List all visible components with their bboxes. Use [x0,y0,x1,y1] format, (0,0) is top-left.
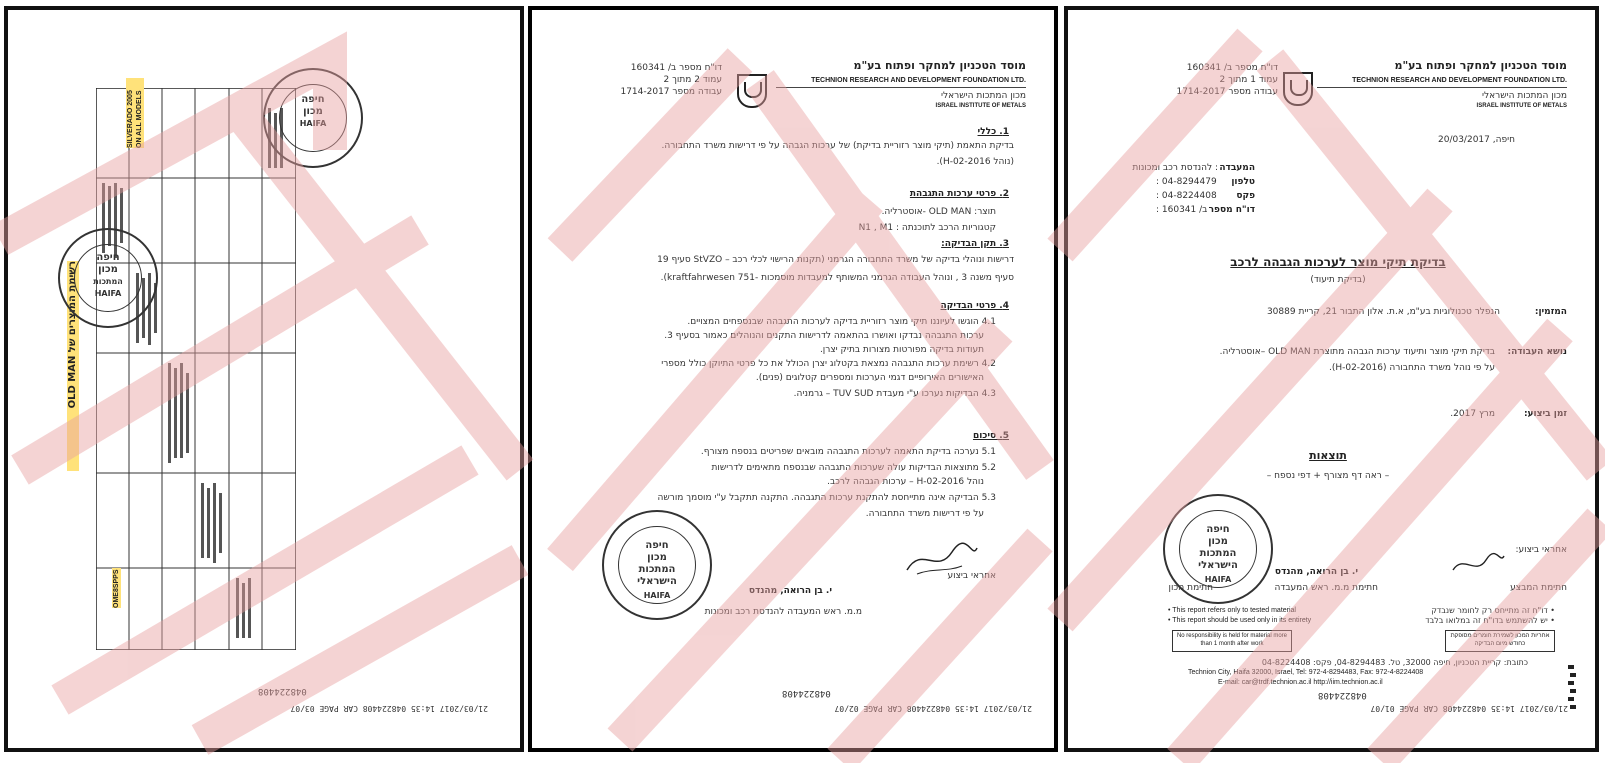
section-3-line-2: סעיף משנה 3 , ונוהל העבודה הגרמני המשותף למעבדות מוסמכות -751 kraftfahrwesen). [660,273,1014,283]
phone-label: טלפון [1231,177,1255,187]
section-4-title: 4. פרטי הבדיקה [940,301,1009,311]
fax-header: 21/03/2017 14:35 048224408 CAR PAGE 02/07 [834,704,1032,713]
report-subtitle: (בדיקת תיעוד) [1310,275,1366,285]
fax-id: 048224408 [1318,690,1367,700]
institute-en: ISRAEL INSTITUTE OF METALS [1476,103,1567,109]
fax-header: 21/03/2017 14:35 048224408 CAR PAGE 03/07 [290,704,488,713]
document-page-3 [4,6,524,752]
stamp-line: מכון [1208,536,1228,547]
signer-role: מ.מ. ראש המעבדה להנדסת רכב ומכונות [704,607,862,617]
section-2-line-2: קטגוריות הרכב לתוכנתה : N1 , M1 [858,223,996,233]
institute-he: מכון המתכות הישראלי [1481,91,1567,101]
report-number: דו"ח מספר ב/ 160341 [630,63,722,73]
work-number: עבודה מספר 1714-2017 [1176,87,1278,97]
results-text: – ראה דף מצורף + דפי נספח – [1266,471,1390,481]
section-4-line-5: האישורים האירופיים דגמי הערכות ומספרים קטלוגים (פנים). [755,373,984,383]
product-list-title: רשימת המוצרים של OLD MAN [67,261,79,471]
stamp-line: מכון [647,552,667,563]
section-4-line-4: 4.2 רשימת ערכות התגבהה נמצאת בקטלוג יצרן הכולל את כל פרטי התיוקן כולל מספרי [661,359,996,369]
fax-label: פקס [1236,191,1255,201]
client-value: הנפלר טכנולוגיות בע"מ, א.ת. אלון התבור 21, קריית 30889 [1266,307,1500,317]
section-3-title: 3. תקן הבדיקה: [941,239,1009,249]
stamp-line: מכון [98,264,118,275]
section-5-line-1: 5.1 נערכה בדיקת התאמה לערכות התגבהה מובאים שפריטים בנספח מצורף. [700,447,996,457]
page-of: עמוד 2 מתוך 2 [663,75,722,85]
signer-name: י. בן הרואה, מהנדס [1274,567,1358,577]
stamp-en: HAIFA [643,591,671,600]
client-label: המזמין: [1534,307,1567,317]
foundation-name-he: מוסד הטכניון למחקר ופתוח בע"מ [1394,59,1567,72]
work-number: עבודה מספר 1714-2017 [620,87,722,97]
section-4-line-3: תעודות בדיקה מפורטות מצורות בתיק יצרן. [819,345,984,355]
stamp-line: הישראלי [1198,560,1238,571]
fax-id: 048224408 [258,686,307,696]
stamp-line: המתכות [638,564,676,575]
report-number: דו"ח מספר ב/ 160341 [1186,63,1278,73]
edge-marks [1568,665,1578,715]
stamp-line: המתכות [93,277,123,286]
exec-label: אחראי ביצוע [947,571,996,581]
signature [902,540,982,580]
institute-stamp [602,510,712,620]
phone-value: : 04-8294479 [1156,177,1217,187]
exec-label: אחראי ביצוע: [1515,545,1567,555]
responsibility-box-en: No responsibility is held for material more than 1 month after work [1172,630,1292,652]
page-of: עמוד 1 מתוך 2 [1219,75,1278,85]
product-table [96,88,296,650]
subject-value: בדיקת תיקי מוצר ותיעוד ערכות הגבהה מתוצרת OLD MAN –אוסטרליה. [1219,347,1495,357]
stamp-line: מכון [303,106,323,117]
stamp-line: הישראלי [637,576,677,587]
document-page-1 [1064,6,1599,752]
stamp-city: חיפה [645,540,669,551]
section-2-line-1: תוצר: OLD MAN -אוסטרליה. [881,207,996,217]
stamp-en: HAIFA [1204,575,1232,584]
lab-label: המעבדה [1219,163,1255,173]
foundation-name-he: מוסד הטכניון למחקר ופתוח בע"מ [853,59,1026,72]
section-5-line-5: על פי דרישות משרד התחבורה. [865,509,984,519]
time-label: זמן ביצוע: [1523,409,1567,419]
stamp-en: HAIFA [94,289,122,298]
section-3-line-1: דרישות ונוהלי בדיקה של משרד התחבורה הגרמני (תקנות הרישוי לכלי רכב – StVZO סעיף 19 [657,255,1014,265]
technion-logo-icon [737,74,767,108]
address-he: כתובת: קריית הטכניון, חיפה 32000, טל. 04-8294483, פקס: 04-8224408 [1261,658,1528,667]
subject-label: נושא העבודה: [1507,347,1567,357]
lab-value: : להנדסת רכב ומכונות [1132,163,1218,173]
institute-stamp [263,68,363,168]
responsibility-box-he: אחריות המכון לשמירת חומרים מסופקת כחודש מיום הבדיקה [1445,630,1555,652]
section-1-title: 1. כללי [977,127,1009,137]
institute-stamp [1163,494,1273,604]
results-title: תוצאות [1309,449,1347,462]
time-value: מרץ 2017. [1450,409,1495,419]
note-en-2: • This report should be used only in its entirety [1168,617,1312,624]
note-en-1: • This report refers only to tested material [1168,607,1296,614]
report-value: : ב/ 160341 [1156,205,1208,215]
foundation-name-en: TECHNION RESEARCH AND DEVELOPMENT FOUNDATION LTD. [811,77,1026,84]
section-4-line-6: 4.3 הבדיקות נערכו ע"י מעבדת TUV SUD – גרמניה. [793,389,996,399]
signer-role-right: חתימת מכון [1168,583,1213,593]
stamp-en: HAIFA [299,119,327,128]
address-en: Technion City, Haifa 32000, Israel, Tel: 972-4-8294483, Fax: 972-4-8224408 [1188,669,1424,676]
section-5-line-4: 5.3 הבדיקה אינה מתייחסת להתקנת ערכות התגבהה. התקנה תתקבל ע"י מוסמך מורשה [657,493,996,503]
signer-role-left: חתימת המבצע [1510,583,1567,593]
section-4-line-2: ערכות התגבהה נבדקו ואושרו בהתאמה לדרישות התקנים והנוהלים כאמור בסעיף 3. [664,331,984,341]
section-4-line-1: 4.1 הוגשו לעיוננו תיקי מוצר רזוריית בדיקה לערכות התגבהה שבנספחים המצויים. [687,317,996,327]
institute-he: מכון המתכות הישראלי [940,91,1026,101]
section-1-text: בדיקת התאמת (תיקי מוצר רזוריית בדיקת) של ערכות הגבהה על פי דרישות משרד התחבורה. [661,141,1014,151]
date: חיפה, 20/03/2017 [1438,135,1515,145]
section-5-line-3: נוהל H-02-2016 – ערכות הגבהה לרכב. [827,477,984,487]
signer-name: י. בן הרואה, מהנדס [748,586,832,596]
section-1-text-2: (נוהל H-02-2016). [936,157,1014,167]
foundation-name-en: TECHNION RESEARCH AND DEVELOPMENT FOUNDATION LTD. [1352,77,1567,84]
subject-value-2: על פי נוהל משרד התחבורה (H-02-2016). [1328,363,1495,373]
report-label: דו"ח מספר [1208,205,1255,215]
signer-role-mid: חתימת מ.מ. ראש המעבדה [1274,583,1378,593]
note-he-2: • יש להשתמש בדו"ח זה במלואו בלבד [1425,616,1555,625]
fax-id: 048224408 [782,688,831,698]
technion-logo-icon [1283,72,1313,106]
fax-header: 21/03/2017 14:35 048224408 CAR PAGE 01/07 [1370,704,1568,713]
section-5-title: 5. סיכום [972,431,1009,441]
document-page-2 [528,6,1058,752]
fax-value: : 04-8224408 [1156,191,1217,201]
product-table-grid [96,88,296,650]
section-2-title: 2. פרטי ערכות התגבהת [909,189,1009,199]
stamp-city: חיפה [1206,524,1230,535]
institute-en: ISRAEL INSTITUTE OF METALS [935,103,1026,109]
report-title: בדיקת תיקי מוצר לערכות הגבהה לרכב [1230,255,1446,269]
stamp-city: חיפה [96,252,120,263]
stamp-line: המתכות [1199,548,1237,559]
highlight-description: SILVERADO 2005 ON ALL MODELS [126,78,144,148]
institute-stamp-2 [58,228,158,328]
contact-email: E-mail: car@trdf.technion.ac.il http://iim.technion.ac.il [1218,679,1383,686]
note-he-1: • דו"ח זה מתייחס רק לחומר שנבדק [1431,606,1555,615]
section-5-line-2: 5.2 מתוצאות הבדיקות עולה שערכות התגבהה שבנספח מתאימים לדרישות [711,463,996,473]
signature [1448,550,1508,580]
highlight-model: OME8SPPS [113,569,120,608]
stamp-city: חיפה [301,94,325,105]
